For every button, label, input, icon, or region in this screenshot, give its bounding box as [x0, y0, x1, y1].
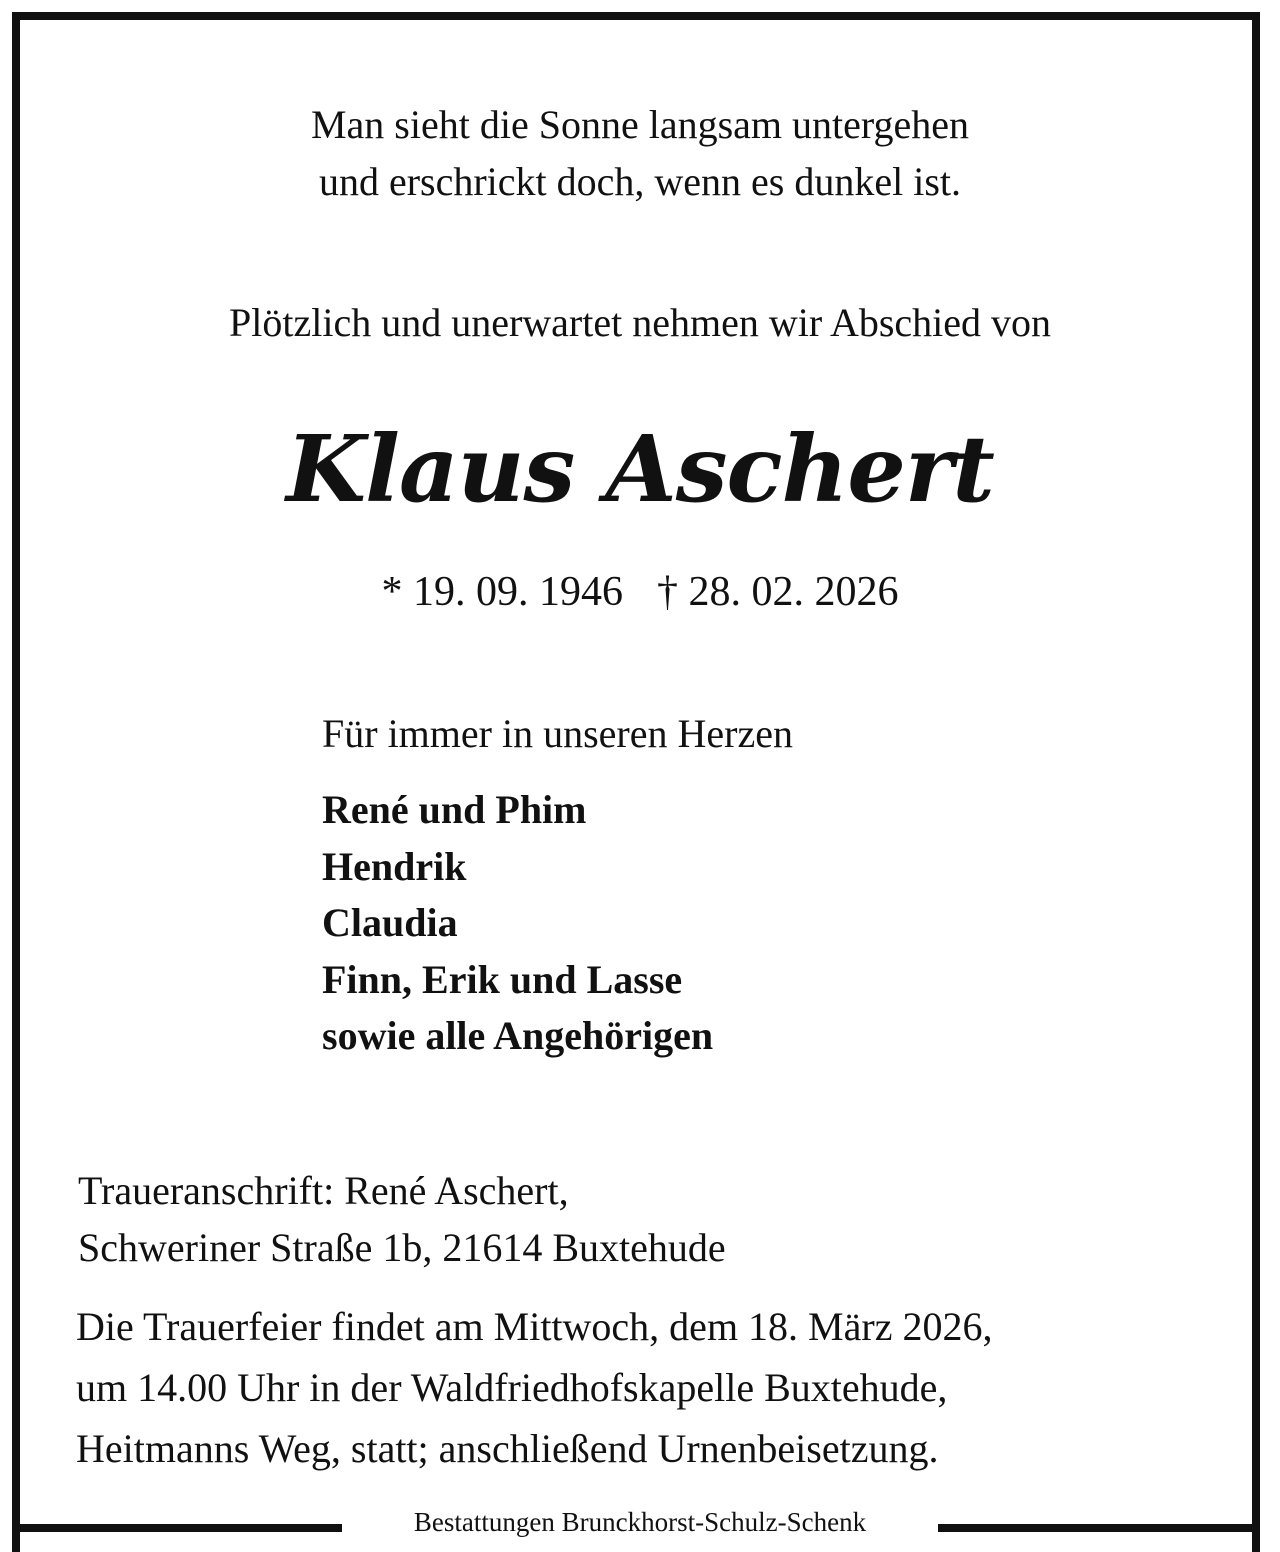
intro-text: Plötzlich und unerwartet nehmen wir Abschied von	[228, 300, 1052, 345]
funeral-home-name: Bestattungen Brunckhorst-Schulz-Schenk	[413, 1507, 867, 1537]
address-line-1: Traueranschrift: René Aschert,	[78, 1168, 569, 1213]
death-date: † 28. 02. 2026	[657, 569, 899, 615]
service-line-2: um 14.00 Uhr in der Waldfriedhofskapelle Buxtehude,	[76, 1365, 948, 1410]
verse-line-2: und erschrickt doch, wenn es dunkel ist.	[318, 159, 962, 204]
service-line-1: Die Trauerfeier findet am Mittwoch, dem 18. März 2026,	[76, 1304, 993, 1349]
footer-rule-left	[12, 1524, 342, 1532]
mourner-name: Hendrik	[322, 843, 467, 889]
footer-rule-right	[938, 1524, 1260, 1532]
mourner-name: sowie alle Angehörigen	[322, 1013, 714, 1058]
service-line-3: Heitmanns Weg, statt; anschließend Urnenbeisetzung.	[76, 1426, 939, 1471]
tagline: Für immer in unseren Herzen	[322, 711, 793, 756]
mourner-name: Claudia	[322, 900, 458, 945]
life-dates	[0, 562, 1280, 622]
service-details	[76, 1296, 992, 1479]
mourner-name: Finn, Erik und Lasse	[322, 956, 683, 1002]
mourning-address	[78, 1162, 726, 1276]
mourners-list	[322, 782, 713, 1065]
verse	[0, 96, 1280, 210]
birth-date: * 19. 09. 1946	[381, 569, 623, 615]
mourner-name: René und Phim	[322, 787, 587, 832]
deceased-name: Klaus Aschert	[286, 415, 994, 523]
verse-line-1: Man sieht die Sonne langsam untergehen	[310, 102, 969, 147]
address-line-2: Schweriner Straße 1b, 21614 Buxtehude	[78, 1225, 726, 1270]
